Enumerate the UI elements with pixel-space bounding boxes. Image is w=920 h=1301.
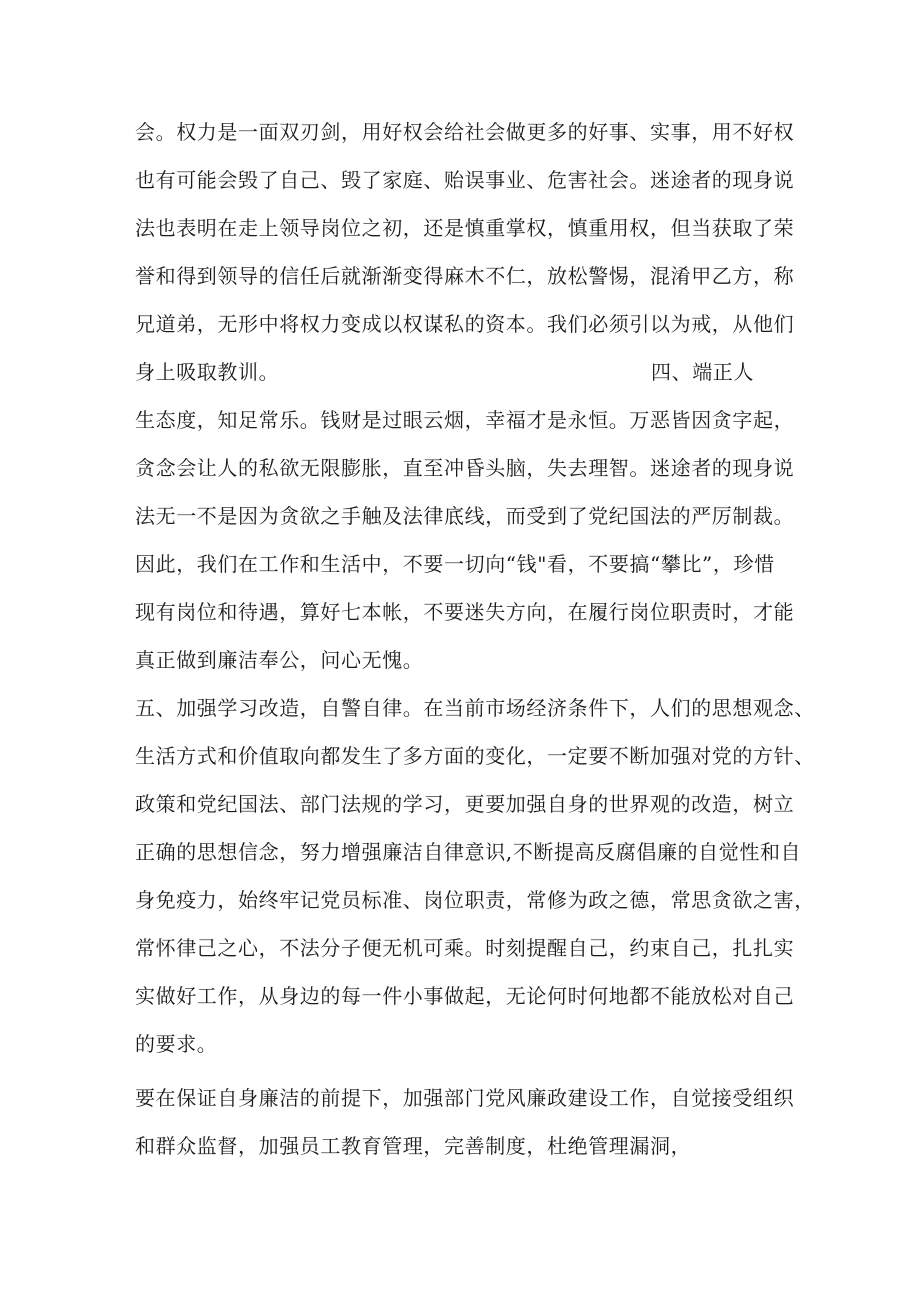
text-line-15: 政策和党纪国法、部门法规的学习，更要加强自身的世界观的改造，树立 (135, 792, 795, 816)
text-line-17: 身免疫力，始终牢记党员标准、岗位职责，常修为政之德，常思贪欲之害， (135, 888, 815, 912)
text-line-14: 生活方式和价值取向都发生了多方面的变化，一定要不断加强对党的方针、 (135, 744, 815, 768)
text-line-20: 的要求。 (135, 1032, 218, 1056)
text-line-9: 法无一不是因为贪欲之手触及法律底线，而受到了党纪国法的严厉制裁。 (135, 504, 795, 528)
section-heading-four: 四、端正人 (651, 360, 754, 384)
text-line-10: 因此，我们在工作和生活中，不要一切向“钱"看，不要搞“攀比”，珍惜 (135, 552, 775, 576)
text-line-8: 贪念会让人的私欲无限膨胀，直至冲昏头脑，失去理智。迷途者的现身说 (135, 456, 795, 480)
text-line-19: 实做好工作，从身边的每一件小事做起，无论何时何地都不能放松对自己 (135, 984, 795, 1008)
text-line-5: 兄道弟，无形中将权力变成以权谋私的资本。我们必须引以为戒，从他们 (135, 312, 795, 336)
text-line-13: 五、加强学习改造，自警自律。在当前市场经济条件下，人们的思想观念、 (135, 696, 815, 720)
text-line-18: 常怀律己之心，不法分子便无机可乘。时刻提醒自己，约束自己，扎扎实 (135, 936, 795, 960)
text-line-4: 誉和得到领导的信任后就渐渐变得麻木不仁，放松警惕，混淆甲乙方，称 (135, 264, 795, 288)
text-line-1: 会。权力是一面双刃剑，用好权会给社会做更多的好事、实事，用不好权 (135, 120, 795, 144)
text-line-22: 和群众监督，加强员工教育管理，完善制度，杜绝管理漏洞， (135, 1134, 692, 1158)
text-line-12: 真正做到廉洁奉公，问心无愧。 (135, 648, 424, 672)
text-line-2: 也有可能会毁了自己、毁了家庭、贻误事业、危害社会。迷途者的现身说 (135, 168, 795, 192)
text-line-7: 生态度，知足常乐。钱财是过眼云烟，幸福才是永恒。万恶皆因贪字起， (135, 408, 795, 432)
text-line-21: 要在保证自身廉洁的前提下，加强部门党风廉政建设工作，自觉接受组织 (135, 1086, 795, 1110)
text-line-16: 正确的思想信念，努力增强廉洁自律意识,不断提高反腐倡廉的自觉性和自 (135, 840, 802, 864)
text-line-11: 现有岗位和待遇，算好七本帐，不要迷失方向，在履行岗位职责时，才能 (135, 600, 795, 624)
text-line-3: 法也表明在走上领导岗位之初，还是慎重掌权，慎重用权，但当获取了荣 (135, 216, 795, 240)
text-line-6: 身上吸取教训。 (135, 360, 280, 384)
